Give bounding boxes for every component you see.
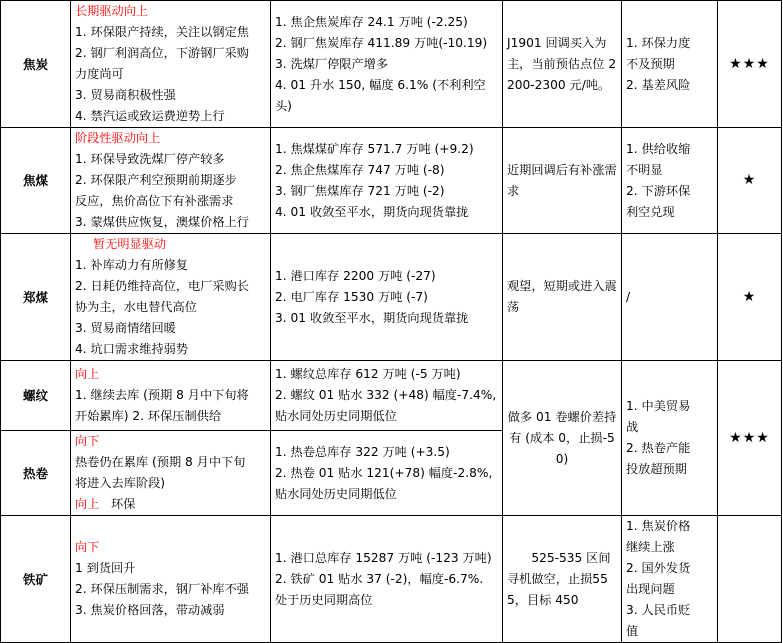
commodity-name: 焦炭 — [1, 1, 71, 128]
commodity-name: 螺纹 — [1, 361, 71, 431]
driver-line: 将进入去库阶段) — [75, 476, 166, 490]
inventory-line: 2. 电厂库存 1530 万吨 (-7) — [275, 289, 428, 304]
inventory-cell — [271, 361, 503, 431]
inventory-line: 1. 焦煤煤矿库存 571.7 万吨 (+9.2) — [275, 141, 474, 156]
commodity-name: 铁矿 — [1, 516, 71, 643]
risk-cell: / — [622, 234, 718, 361]
driver-title: 暂无明显驱动 — [93, 237, 167, 251]
driver-line: 热卷仍在累库 (预期 8 月中下旬 — [75, 455, 246, 469]
driver-line-mixed — [75, 494, 266, 515]
driver-cell — [71, 128, 271, 234]
risk-cell — [622, 1, 718, 128]
driver-cell — [71, 361, 271, 431]
risk-line: 3. 人民币贬 — [626, 603, 691, 617]
inventory-cell — [271, 128, 503, 234]
driver-line: 3. 焦炭价格回落，带动减弱 — [75, 603, 225, 617]
inventory-line: 3. 01 收敛至平水，期货向现货靠拢 — [275, 310, 469, 325]
driver-cell — [71, 1, 271, 128]
risk-line: 1. 环保力度 — [626, 35, 691, 50]
row-iron-ore — [1, 516, 782, 643]
risk-line: 2. 国外发货 — [626, 561, 691, 575]
driver-line: 4. 坑口需求维持弱势 — [75, 342, 189, 356]
risk-line: 1. 中美贸易 — [626, 399, 691, 413]
driver-line: 1. 继续去库 (预期 8 月中下旬将 — [75, 388, 249, 402]
commodity-name: 热卷 — [1, 431, 71, 516]
risk-line: 值 — [626, 624, 639, 638]
driver-cell — [71, 516, 271, 643]
driver-title: 向下 — [75, 434, 100, 448]
strategy-cell: 近期回调后有补涨需求 — [503, 128, 622, 234]
inventory-line: 2. 钢厂焦炭库存 411.89 万吨(-10.19) — [275, 35, 488, 50]
driver-line: 3. 蒙煤供应恢复，澳煤价格上行 — [75, 215, 249, 229]
driver-title: 阶段性驱动向上 — [75, 131, 161, 145]
driver-line: 2. 环保限产利空预期前期逐步 — [75, 173, 237, 187]
strategy-cell: J1901 回调买入为主，当前预估点位 2200-2300 元/吨。 — [503, 1, 622, 128]
rating-stars: ★ — [718, 128, 782, 234]
driver-cell — [71, 431, 271, 516]
risk-line: 利空兑现 — [626, 204, 675, 219]
driver-cell — [71, 234, 271, 361]
risk-line: 不及预期 — [626, 56, 675, 71]
driver-title: 向下 — [75, 540, 100, 554]
driver-line: 1 到货回升 — [75, 561, 136, 575]
risk-cell — [622, 128, 718, 234]
risk-line: 2. 下游环保 — [626, 183, 691, 198]
driver-line: 反应，焦价高位下有补涨需求 — [75, 194, 234, 208]
risk-line: 投放超预期 — [626, 462, 687, 476]
rating-stars: ★ — [718, 234, 782, 361]
inventory-line: 2. 螺纹 01 贴水 332 (+48) 幅度-7.4%, — [275, 388, 497, 402]
driver-line: 2. 钢厂利润高位，下游钢厂采购 — [75, 46, 249, 60]
risk-cell — [622, 516, 718, 643]
inventory-line: 处于历史同期高位 — [275, 592, 373, 607]
risk-line: 2. 热卷产能 — [626, 441, 691, 455]
driver-title: 长期驱动向上 — [75, 4, 149, 18]
strategy-cell: 525-535 区间寻机做空，止损555，目标 450 — [503, 516, 622, 643]
driver-title: 向上 — [75, 367, 100, 381]
inventory-line: 贴水同处历史同期低位 — [275, 486, 397, 501]
inventory-line: 1. 螺纹总库存 612 万吨 (-5 万吨) — [275, 367, 461, 381]
inventory-line: 1. 港口总库存 15287 万吨 (-123 万吨) — [275, 550, 492, 565]
driver-line: 协为主，水电替代高位 — [75, 300, 197, 314]
inventory-cell — [271, 1, 503, 128]
risk-line: 1. 焦炭价格 — [626, 519, 691, 533]
inventory-cell — [271, 234, 503, 361]
inventory-line: 贴水同处历史同期低位 — [275, 409, 397, 423]
rating-stars: ★★★ — [718, 1, 782, 128]
risk-line: 不明显 — [626, 162, 663, 177]
risk-line: 出现问题 — [626, 582, 675, 596]
row-coke — [1, 1, 782, 128]
risk-line: 继续上涨 — [626, 540, 675, 554]
driver-line: 3. 贸易商积极性强 — [75, 88, 176, 102]
row-thermal-coal — [1, 234, 782, 361]
strategy-cell: 做多 01 卷螺价差持有 (成本 0，止损-50) — [503, 361, 622, 516]
driver-line: 开始累库) 2. 环保压制供给 — [75, 409, 222, 423]
inventory-line: 4. 01 升水 150, 幅度 6.1% (不利利空 — [275, 77, 486, 92]
driver-line: 4. 禁汽运或致运费逆势上行 — [75, 109, 225, 123]
risk-line: 2. 基差风险 — [626, 77, 691, 92]
rating-stars: ★★★ — [718, 361, 782, 516]
driver-line: 1. 环保限产持续，关注以钢定焦 — [75, 25, 249, 39]
inventory-line: 头) — [275, 98, 292, 113]
inventory-line: 3. 洗煤厂停限产增多 — [275, 56, 389, 71]
inventory-line: 1. 港口库存 2200 万吨 (-27) — [275, 268, 436, 283]
commodity-name: 焦煤 — [1, 128, 71, 234]
driver-line: 2. 日耗仍维持高位，电厂采购长 — [75, 279, 249, 293]
row-rebar — [1, 361, 782, 431]
inventory-line: 2. 焦企焦煤库存 747 万吨 (-8) — [275, 162, 445, 177]
row-coking-coal — [1, 128, 782, 234]
inventory-line: 1. 焦企焦炭库存 24.1 万吨 (-2.25) — [275, 14, 468, 29]
inventory-line: 2. 铁矿 01 贴水 37 (-2)，幅度-6.7%. — [275, 571, 484, 586]
risk-line: 1. 供给收缩 — [626, 141, 691, 156]
commodity-name: 郑煤 — [1, 234, 71, 361]
driver-line: 3. 贸易商情绪回暖 — [75, 321, 176, 335]
inventory-cell — [271, 431, 503, 516]
rating-stars — [718, 516, 782, 643]
driver-line: 2. 环保压制需求，钢厂补库不强 — [75, 582, 249, 596]
inventory-line: 1. 热卷总库存 322 万吨 (+3.5) — [275, 444, 450, 459]
driver-line: 1. 补库动力有所修复 — [75, 258, 189, 272]
strategy-cell: 观望，短期或进入震荡 — [503, 234, 622, 361]
inventory-line: 4. 01 收敛至平水，期货向现货靠拢 — [275, 204, 469, 219]
driver-title-secondary: 向上 — [75, 497, 100, 511]
inventory-line: 2. 热卷 01 贴水 121(+78) 幅度-2.8%, — [275, 465, 493, 480]
driver-note: 环保 — [111, 497, 136, 511]
risk-cell — [622, 361, 718, 516]
driver-line: 1. 环保导致洗煤厂停产较多 — [75, 152, 225, 166]
driver-line: 力度尚可 — [75, 67, 124, 81]
inventory-cell — [271, 516, 503, 643]
inventory-line: 3. 钢厂焦煤库存 721 万吨 (-2) — [275, 183, 445, 198]
risk-line: 战 — [626, 420, 639, 434]
